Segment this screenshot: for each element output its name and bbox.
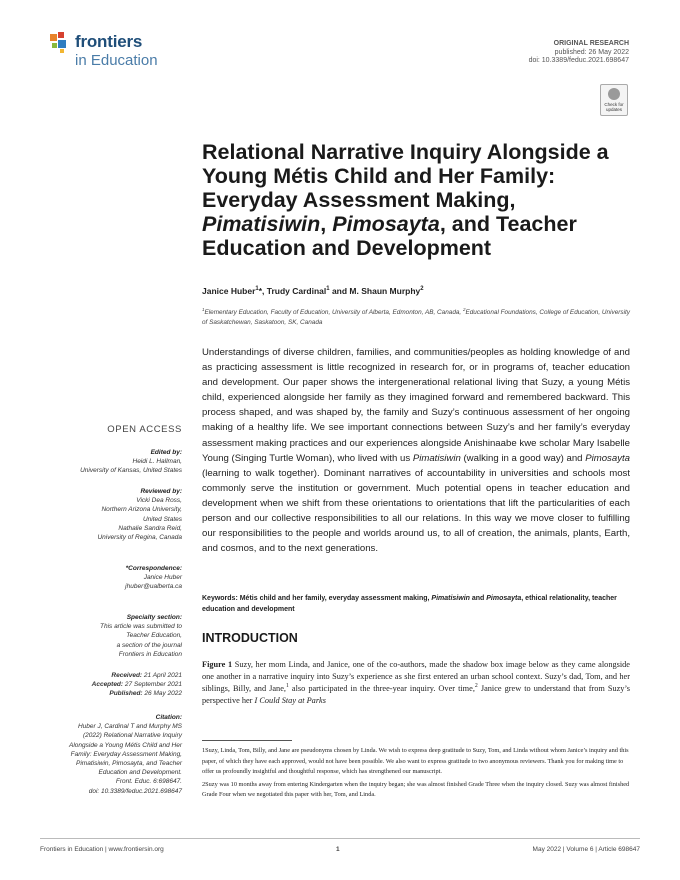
- reviewer-name[interactable]: Vicki Dea Ross,: [136, 497, 182, 505]
- dates-block: [40, 671, 182, 699]
- specialty-line: Teacher Education,: [126, 632, 182, 640]
- figure-reference-link[interactable]: Figure 1: [202, 660, 233, 669]
- page-number: 1: [336, 846, 340, 853]
- reviewer-affiliation: Northern Arizona University,: [101, 506, 182, 514]
- article-title: [202, 140, 642, 260]
- open-access-label: OPEN ACCESS: [107, 424, 182, 435]
- citation-line: Pimatisiwin, Pimosayta, and Teacher: [76, 760, 182, 768]
- footnote-1: 1Suzy, Linda, Tom, Billy, and Jane are pseudonyms chosen by Linda. We wish to express deep gratitude to Suzy, Tom, and Linda without whom Janice’s inquiry and this paper, of which they have each approved, would not have been possible. We also want to express gratitude to two anonymous reviewers. Thank you for making time to offer us profoundly insightful and thoughtful response, which has strengthened our manuscript.: [202, 747, 629, 775]
- reviewer-name[interactable]: Nathalie Sandra Reid,: [118, 524, 182, 532]
- article-meta: [529, 40, 629, 66]
- title-term-pimatisiwin: Pimatisiwin: [202, 212, 321, 236]
- author-list: [202, 286, 424, 296]
- reviewed-by-block: [40, 487, 182, 542]
- author-sep: ,: [262, 286, 267, 296]
- citation-line: Alongside a Young Métis Child and Her: [69, 741, 182, 749]
- published-label: Published:: [109, 690, 143, 698]
- reviewer-affiliation: United States: [142, 515, 182, 523]
- footer-issue-info: May 2022 | Volume 6 | Article 698647: [532, 846, 640, 853]
- affiliation-mark: 1: [326, 286, 330, 293]
- footer-divider: [40, 838, 640, 839]
- check-updates-label: Check for updates: [604, 102, 624, 112]
- accepted-date: [40, 680, 182, 689]
- footer-journal-link[interactable]: Frontiers in Education | www.frontiersin.org: [40, 846, 164, 853]
- abstract-term: Pimosayta: [585, 452, 630, 464]
- correspondence-name: Janice Huber: [143, 574, 182, 582]
- citation-line: Family: Everyday Assessment Making,: [70, 750, 182, 758]
- frontiers-logo-icon: [50, 32, 72, 54]
- abstract: [202, 345, 630, 556]
- specialty-heading: Specialty section:: [126, 614, 182, 621]
- abstract-text: (learning to walk together). Dominant narratives of accountability in universities and schools most commonly serve the institution or government. Much potential opens in teacher education and development when we shift from these orientations to orientations that lift the particularities of each person and our collective responsibilities to all our relations. In this way we move closer to fulfilling our responsibilities to the people and worlds around us, to all of creation, the animals, plants, Earth, and cosmos, and to the next generations.: [202, 467, 630, 555]
- author-link[interactable]: Janice Huber: [202, 286, 256, 296]
- correspondence-heading: *Correspondence:: [125, 565, 182, 572]
- title-term-pimosayta: Pimosayta: [332, 212, 440, 236]
- check-updates-icon: [608, 88, 620, 100]
- affiliation-mark: 1: [202, 306, 205, 312]
- abstract-term: Pimatisiwin: [412, 452, 461, 464]
- keywords-term: Pimatisiwin: [431, 595, 470, 602]
- accepted-value: 27 September 2021: [124, 681, 182, 689]
- keywords: [202, 594, 630, 615]
- correspondence-block: [40, 564, 182, 592]
- keywords-term: Pimosayta: [486, 595, 522, 602]
- citation-line: (2022) Relational Narrative Inquiry: [83, 732, 182, 740]
- affiliation-mark: 2: [462, 306, 466, 312]
- affiliation-text: Educational Foundations, College of Education, University of Saskatchewan, Saskatoon, SK, Canada: [202, 309, 630, 326]
- footnote-2: 2Suzy was 10 months away from entering Kindergarten when the inquiry began; she was almost finished Grade Three when the inquiry closed. Suzy was almost finished Grade Four when we negotiated this paper with her, Tom, and Linda.: [202, 780, 630, 798]
- body-text: Janice grew to understand that from Suzy’s perspective her: [202, 683, 630, 705]
- specialty-line: a section of the journal: [116, 641, 182, 649]
- citation-doi-link[interactable]: doi: 10.3389/feduc.2021.698647: [88, 787, 182, 795]
- journal-name-word1: frontiers: [75, 32, 143, 51]
- author-sep: and: [329, 286, 350, 296]
- accepted-label: Accepted:: [91, 681, 124, 689]
- article-type: ORIGINAL RESEARCH: [553, 40, 629, 47]
- published-date: published: 26 May 2022: [554, 48, 629, 56]
- author-link[interactable]: Trudy Cardinal: [266, 286, 327, 296]
- reviewer-affiliation: University of Regina, Canada: [97, 534, 182, 542]
- abstract-text: (walking in a good way) and: [460, 452, 586, 464]
- citation-line: Huber J, Cardinal T and Murphy MS: [77, 723, 182, 731]
- received-date: [40, 671, 182, 680]
- citation-block: [40, 713, 182, 796]
- published-date-side: [40, 689, 182, 698]
- author-link[interactable]: M. Shaun Murphy: [349, 286, 421, 296]
- introduction-paragraph: [202, 659, 630, 707]
- keywords-text: , ethical relationality, teacher education and development: [202, 595, 617, 613]
- journal-logo[interactable]: [50, 30, 180, 72]
- editor-affiliation: University of Kansas, United States: [80, 467, 182, 475]
- affiliations: [202, 308, 632, 328]
- footnote-divider: [202, 740, 292, 741]
- affiliation-mark: 1: [255, 286, 259, 293]
- section-heading-introduction: INTRODUCTION: [202, 631, 298, 645]
- keywords-text: and: [469, 595, 487, 602]
- body-text: also participated in the three-year inquiry. Over time,: [288, 683, 475, 693]
- body-text: Suzy, her mom Linda, and Janice, one of the co-authors, made the shadow box image below as they came alongside one another in a narrative inquiry into Suzy’s experience as she first entered an urban school context. Suzy’s dad, Tom, and her siblings, Billy, and Jane,: [202, 660, 630, 693]
- specialty-line: Frontiers in Education: [118, 650, 182, 658]
- specialty-line: This article was submitted to: [99, 623, 182, 631]
- keywords-text: Keywords: Métis child and her family, everyday assessment making,: [202, 595, 432, 602]
- affiliation-mark: 2: [420, 286, 424, 293]
- received-value: 21 April 2021: [143, 672, 182, 679]
- title-text: Relational Narrative Inquiry Alongside a Young Métis Child and Her Family: Everyday Assessment Making,: [202, 140, 609, 212]
- specialty-section-block: [40, 613, 182, 659]
- citation-line: Front. Educ. 6:698647.: [115, 778, 182, 786]
- edited-by-block: [40, 448, 182, 476]
- doi[interactable]: doi: 10.3389/feduc.2021.698647: [528, 57, 629, 65]
- footnote-ref[interactable]: 2: [474, 683, 478, 690]
- body-emphasis: I Could Stay at Parks: [254, 695, 326, 705]
- title-text: , and Teacher Education and Development: [202, 212, 577, 260]
- title-text: ,: [320, 212, 333, 236]
- correspondence-email-link[interactable]: jhuber@ualberta.ca: [125, 583, 182, 591]
- footnote-ref[interactable]: 1: [285, 683, 289, 690]
- footnotes: [202, 746, 630, 803]
- received-label: Received:: [111, 672, 143, 679]
- affiliation-text: Elementary Education, Faculty of Education, University of Alberta, Edmonton, AB, Canada,: [204, 309, 463, 316]
- check-for-updates-badge[interactable]: [600, 84, 628, 116]
- published-value: 26 May 2022: [144, 690, 182, 698]
- corresponding-mark: *: [258, 286, 263, 296]
- abstract-text: Understandings of diverse children, families, and communities/peoples as holding knowledge of and as practicing assessment is little recognized in research for, or in programs of, teacher education and development. Our paper shows the intergenerational relational living that Suzy, a young Métis child, experienced alongside her family as they imagined forward and remembered backward. This process shaped, and was shaped by, the family and Suzy’s continuous assessment of her ongoing making of a healthy life. We see important connections between Suzy’s and her family’s everyday assessment making practices and our experiences alongside Anishinaabe kwe scholar Mary Isabelle Young (Singing Turtle Woman), who lived with us: [202, 347, 630, 464]
- reviewed-by-heading: Reviewed by:: [140, 488, 182, 495]
- citation-heading: Citation:: [155, 714, 182, 721]
- citation-line: Education and Development.: [98, 769, 182, 777]
- editor-name[interactable]: Heidi L. Hallman,: [132, 458, 182, 466]
- edited-by-heading: Edited by:: [150, 449, 182, 456]
- journal-name-word2: in Education: [75, 52, 158, 69]
